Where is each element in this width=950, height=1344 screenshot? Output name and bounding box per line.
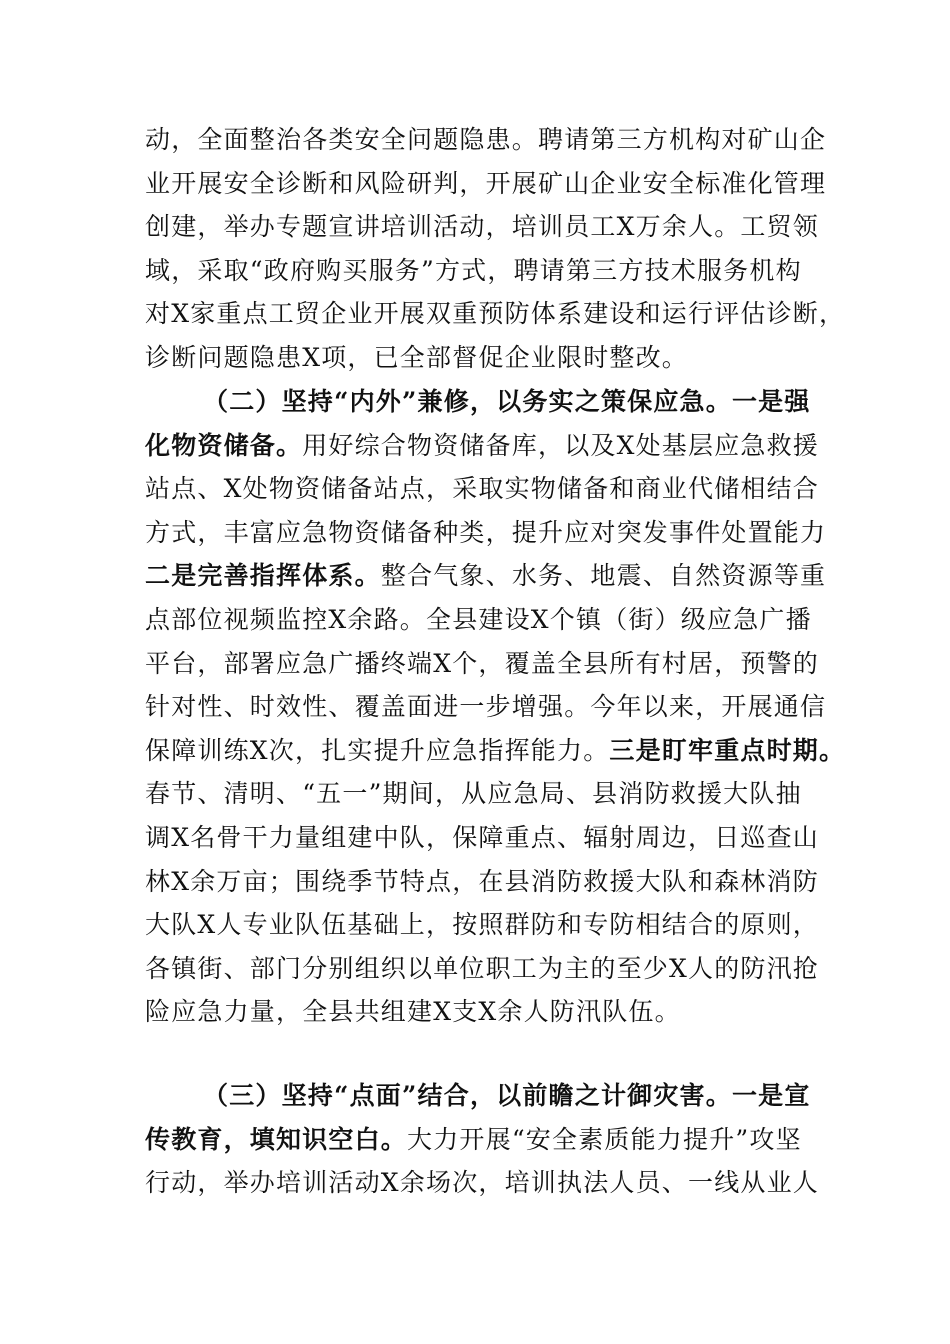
point-heading: 一是宣 [731,1081,811,1110]
text-line: 化物资储备。用好综合物资储备库，以及X处基层应急救援 [145,430,820,460]
text-line: 平台，部署应急广播终端X个，覆盖全县所有村居，预警的 [145,648,820,678]
text-line: 业开展安全诊断和风险研判，开展矿山企业安全标准化管理 [145,168,827,198]
paragraph-section-2 [145,380,846,1034]
text-line: 点部位视频监控X余路。全县建设X个镇（街）级应急广播 [145,604,812,634]
text-line: 传教育，填知识空白。大力开展“安全素质能力提升”攻坚 [145,1124,802,1154]
text-line: 站点、X处物资储备站点，采取实物储备和商业代储相结合 [145,474,820,504]
paragraph-section-3 [145,1074,820,1205]
point-heading: 一是强 [731,387,811,416]
text-line: 针对性、时效性、覆盖面进一步增强。今年以来，开展通信 [145,692,827,722]
text-line: 动，全面整治各类安全问题隐患。聘请第三方机构对矿山企 [145,125,827,154]
text-line: 险应急力量，全县共组建X支X余人防汛队伍。 [145,997,681,1027]
text-line: 各镇街、部门分别组织以单位职工为主的至少X人的防汛抢 [145,953,820,983]
text-line: 域，采取“政府购买服务”方式，聘请第三方技术服务机构 [145,255,802,285]
text-line: 林X余万亩；围绕季节特点，在县消防救援大队和森林消防 [145,866,820,896]
section-heading: （二）坚持“内外”兼修，以务实之策保应急。 [203,387,732,416]
text-line: 保障训练X次，扎实提升应急指挥能力。三是盯牢重点时期。 [145,735,846,765]
paragraph-continuation [145,118,846,380]
text-line: 春节、清明、“五一”期间，从应急局、县消防救援大队抽 [145,779,802,809]
text-line: 诊断问题隐患X项，已全部督促企业限时整改。 [145,342,688,372]
text-line: 二是完善指挥体系。整合气象、水务、地震、自然资源等重 [145,561,827,591]
point-heading: 二是完善指挥体系。 [145,561,381,591]
text-line: 调X名骨干力量组建中队，保障重点、辐射周边，日巡查山 [145,822,820,852]
text-line [145,1074,811,1118]
text-line [145,380,811,424]
text-line: 对X家重点工贸企业开展双重预防体系建设和运行评估诊断， [145,299,846,329]
point-heading: 三是盯牢重点时期。 [609,735,846,765]
section-heading: （三）坚持“点面”结合，以前瞻之计御灾害。 [203,1081,732,1110]
point-heading: 化物资储备。 [145,430,303,460]
text-line: 大队X人专业队伍基础上，按照群防和专防相结合的原则， [145,910,820,940]
point-heading: 传教育，填知识空白。 [145,1124,408,1154]
text-line: 行动，举办培训活动X余场次，培训执法人员、一线从业人 [145,1168,820,1198]
text-line: 方式，丰富应急物资储备种类，提升应对突发事件处置能力 [145,517,827,547]
text-line: 创建，举办专题宣讲培训活动，培训员工X万余人。工贸领 [145,212,820,242]
